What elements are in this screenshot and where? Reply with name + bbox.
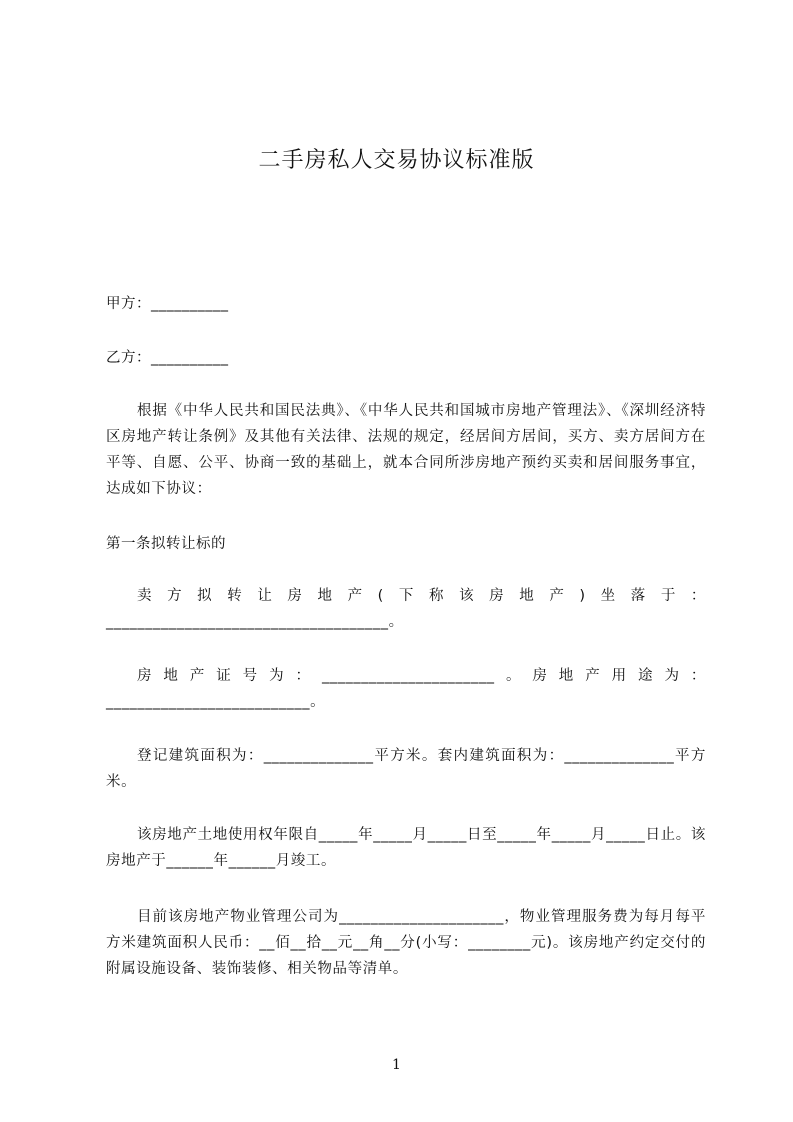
article-1-property-management: 目前该房地产物业管理公司为_____________________，物业管理服务费为每月每平方米建筑面积人民币：__佰__拾__元__角__分(小写：________元)。该房地产约定交付的附属设施设备、装饰装修、相关物品等清单。 bbox=[106, 909, 706, 977]
party-b-field: 乙方：__________ bbox=[106, 350, 229, 366]
article-1-land-term: 该房地产土地使用权年限自_____年_____月_____日至_____年_____月_____日止。该房地产于______年______月竣工。 bbox=[106, 827, 706, 869]
article-1-location: 卖方拟转让房地产(下称该房地产)坐落于：____________________________________。 bbox=[106, 588, 706, 630]
page-number: 1 bbox=[392, 1057, 401, 1073]
article-1-area: 登记建筑面积为：______________平方米。套内建筑面积为：______________平方米。 bbox=[106, 748, 706, 790]
party-a-field: 甲方：__________ bbox=[106, 296, 229, 312]
page-title: 二手房私人交易协议标准版 bbox=[258, 148, 535, 173]
article-1-certificate: 房地产证号为：______________________。房地产用途为：__________________________。 bbox=[106, 668, 706, 710]
intro-paragraph: 根据《中华人民共和国民法典》、《中华人民共和国城市房地产管理法》、《深圳经济特区房地产转让条例》及其他有关法律、法规的规定，经居间方居间，买方、卖方居间方在平等、自愿、公平、协商一致的基础上，就本合同所涉房地产预约买卖和居间服务事宜，达成如下协议： bbox=[106, 403, 706, 497]
article-1-heading: 第一条拟转让标的 bbox=[106, 536, 226, 552]
